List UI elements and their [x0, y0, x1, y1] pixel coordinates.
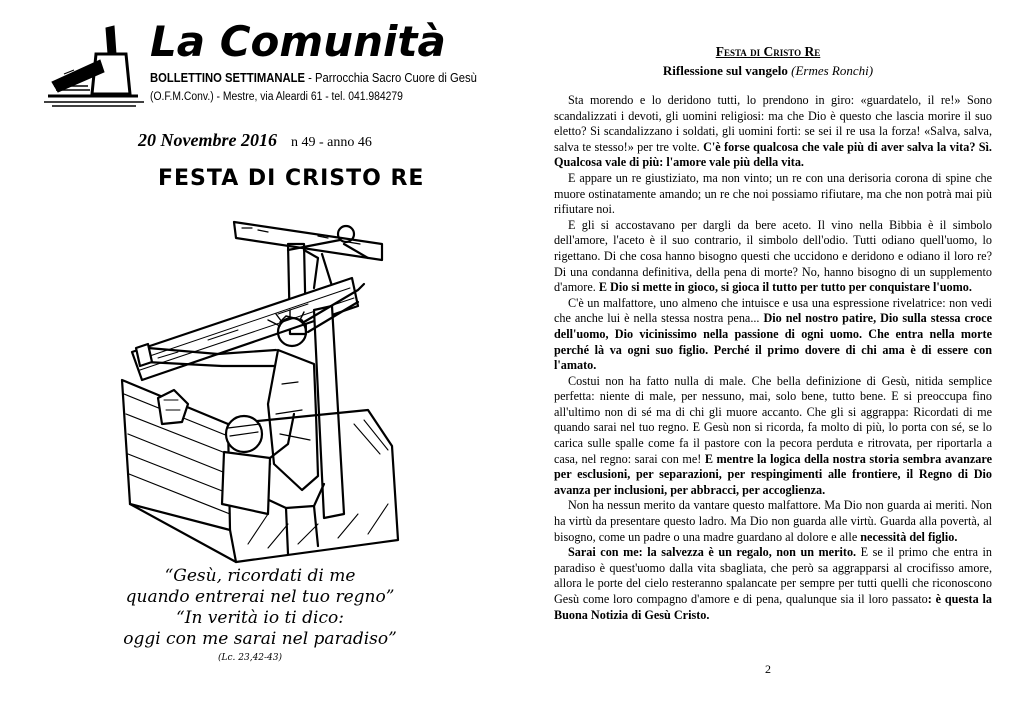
- emphasis-text: necessità del figlio.: [860, 529, 958, 544]
- emphasis-text: Dio nel nostro patire, Dio sulla stessa croce dell'uomo, Dio vicinissimo nella passione di ogni uomo. Che entra nella morte perché là va ogni suo figlio. Perché il primo dovere di chi ama è di essere con l'amato.: [554, 311, 992, 373]
- paragraph-text: E appare un re giustiziato, ma non vinto; un re con una derisoria corona di spine che muore ostinatamente amando; un re che noi possiamo rifiutare, ma che non potrà mai più rifiutare noi.: [554, 170, 992, 217]
- scripture-quote: [100, 566, 420, 650]
- article-page: [512, 0, 1024, 724]
- paragraph-text: Sta morendo e lo deridono tutti, lo prendono in giro: «guardatelo, il re!» Sono scandalizzati i devoti, gli uomini religiosi: ma che Dio è questo che lascia morire il suo eletto? Si scandalizzano i soldati, gli uomini forti: se sei il re usa la forza! «Salva, salva, salva te stesso!» per tre volte.: [554, 93, 992, 154]
- article-title-text: Festa di Cristo Re: [715, 44, 821, 59]
- quote-reference: (Lc. 23,42-43): [218, 653, 283, 663]
- crucifixion-illustration: [118, 214, 400, 564]
- emphasis-text: E mentre la logica della nostra storia sembra avanzare per esclusioni, per separazioni, per respingimenti alle frontiere, il Regno di Dio avanza per inclusioni, per abbracci, per accoglienza.: [554, 451, 992, 497]
- quote-line: oggi con me sarai nel paradiso”: [123, 629, 397, 649]
- quote-line: “Gesù, ricordati di me: [164, 566, 356, 586]
- article-author: (Ermes Ronchi): [791, 63, 874, 78]
- issue-date: 20 Novembre 2016: [138, 130, 277, 150]
- article-body: [554, 93, 992, 623]
- page-number: 2: [765, 662, 771, 676]
- masthead-subtitle: [150, 71, 477, 85]
- article-paragraph: [554, 374, 992, 499]
- quote-line: quando entrerai nel tuo regno”: [125, 587, 395, 607]
- article-paragraph: [554, 296, 992, 374]
- article-paragraph: [554, 545, 992, 623]
- issue-number: n 49 - anno 46: [290, 135, 372, 150]
- emphasis-text: E Dio si mette in gioco, si gioca il tutto per tutto per conquistare l'uomo.: [598, 280, 972, 295]
- paragraph-text: Costui non ha fatto nulla di male. Che bella definizione di Gesù, nitida semplice perfetta: niente di male, per nessuno, mai, solo bene, tutto bene. E si preoccupa fino all'ultimo non di sé ma di chi gli muore accanto. Che gli si aggrappa: Ricordati di me quando sarai nel tuo regno. E Gesù non si ricorda, fa molto di più, lo porta con sé, se lo carica sulle spalle come fa il pastore con la pecora perduta e ritrovata, per riportarla a casa, nel regno: sarai con me!: [554, 373, 992, 466]
- article-paragraph: [554, 171, 992, 218]
- parish-name: - Parrocchia Sacro Cuore di Gesù: [304, 71, 477, 85]
- paragraph-text: E gli si accostavano per dargli da bere aceto. Il vino nella Bibbia è il simbolo dell'amore, l'aceto è il suo contrario, il simbolo dell'odio. Tutti odiano quell'uomo, lo rigettano. Di che cosa hanno bisogno questi che uccidono e deridono e odiano il loro re? Di una condanna definitiva, della pena di morte? No, hanno bisogno di un supplemento d'amore.: [554, 217, 992, 295]
- issue-line: [138, 130, 372, 151]
- quote-line: “In verità io ti dico:: [176, 608, 344, 628]
- bulletin-label: BOLLETTINO SETTIMANALE: [150, 71, 305, 85]
- masthead-title: La Comunità: [150, 17, 446, 66]
- article-paragraph: [554, 498, 992, 545]
- article-paragraph: [554, 93, 992, 171]
- article-subtitle-text: Riflessione sul vangelo: [662, 63, 788, 78]
- article-title: [512, 44, 1024, 60]
- emphasis-text: : è questa la Buona Notizia di Gesù Cristo.: [554, 592, 992, 622]
- emphasis-text: C'è forse qualcosa che vale più di aver salva la vita? Sì. Qualcosa vale di più: l'amore vale più della vita.: [554, 139, 992, 170]
- article-subtitle: [512, 63, 1024, 79]
- emphasis-text: Sarai con me: la salvezza è un regalo, non un merito.: [568, 545, 857, 560]
- article-paragraph: [554, 218, 992, 296]
- paragraph-text: C'è un malfattore, uno almeno che intuisce e usa una espressione rivelatrice: non vedi che anche lui è nella stessa nostra pena...: [554, 295, 992, 326]
- feast-heading: FESTA DI CRISTO RE: [158, 166, 425, 191]
- church-logo-icon: [44, 24, 144, 108]
- masthead-address: (O.F.M.Conv.) - Mestre, via Aleardi 61 - tel. 041.984279: [150, 91, 403, 103]
- paragraph-text: E se il primo che entra in paradiso è quest'uomo dalla vita sbagliata, che però sa aggrapparsi al crocifisso amore, allora le porte del cielo resteranno spalancate per sempre per tutti quelli che riconoscono Gesù come loro compagno d'amore e di pena, qualunque sia il loro passato: [554, 545, 993, 606]
- paragraph-text: Non ha nessun merito da vantare questo malfattore. Ma Dio non guarda ai meriti. Non ha virtù da presentare questo ladro. Ma Dio non guarda alle virtù. Guarda alla povertà, al bisogno, come un padre o una madre guardano al dolore e alle: [554, 498, 992, 544]
